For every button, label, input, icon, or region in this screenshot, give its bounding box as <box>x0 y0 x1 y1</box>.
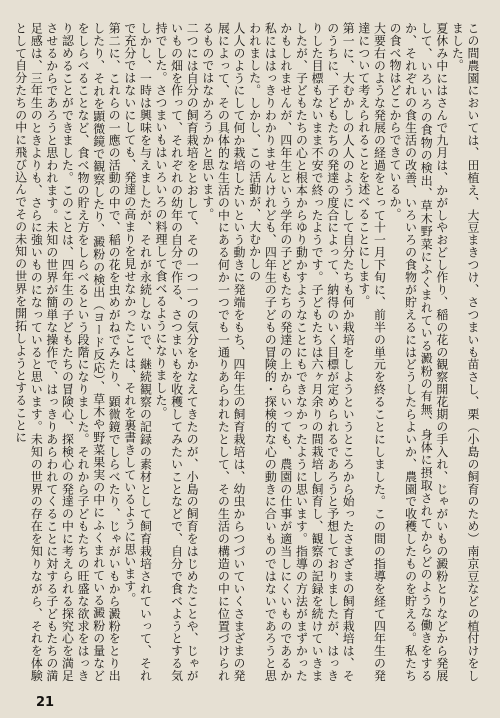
paragraph: この間農園においては、田植え、大豆まきつけ、さつまいも苗さし、栗（小島の飼育のため）南京豆などの植付けをしました。 <box>450 22 480 682</box>
left-text-column <box>13 22 246 682</box>
paragraph: 大要右のような発展の経過をとって十一月下旬に、前半の単元を終ることにしました。この間の指導を経て四年生の発達について考えられることを述べることにします。 <box>356 22 387 682</box>
paragraph: しかし、一時は興味を与えましたが、それが永続しないで、継続観察の記録の素材として飼育栽培されていって、それで充分ではないにしても、発達の高まりを見せなかったことは、それを裏書きしているように思います。 <box>122 22 153 682</box>
paragraph: 人人のようにして何か栽培したいという動きに発端をもち、四年生の飼育栽培は、幼虫からつづいていくさまざまの発展によって、その具体的な生活の中にある何か一つでも一通りあらわれたとして、その生活の構造の中に位置づけられるものではなかろうかと思います。 <box>200 22 246 682</box>
paragraph: 第一に、大むかしの人人のようにして自分たちも何か栽培をしようというところから始ったさまざまの飼育栽培は、そのうちに、子どもたちの発達の度合によって、納得のいく目標が定められるであろうと予想しておりましたが、はっきりした目標もないまま不安で終ったようです。子どもたちは六ヶ月余りの間栽培し飼育し、観察の記録を続けていきましたが、子どもたちの心と根本からゆり動かすようなことにもできなかったように思います。指導の方法がまずかったかもしれませんが、四年生という学年の子どもたちの発達の上からいっても、農園の仕事が適当しにくいものであるか私にははっきりわかりませんけれども、四年生の子どもの冒険的・探検的な心の動きに合いものではないであろうと思われました。しかし、この活動が、大むかしの <box>247 22 356 682</box>
paragraph: 二つには自分の飼育栽培をとおして、その一つ一つの気分をかなえてきたのが、小島の飼育をはじめたことや、じゃがいもの畑を作って、それぞれの幼年の自分で作る、さつまいもを收穫してみたいことなどで、自分で食べようとする気持でした。さつまいもはいろいろの料理して食べるようになりました。 <box>154 22 200 682</box>
right-text-column <box>247 22 480 682</box>
paragraph: 第二に、これらの一應の活動の中で、稲の花を虫めがねでみたり、顕微鏡でしらべたり、じゃがいもから澱粉をとり出したり、それを顕微鏡で観察したり、澱粉の検出（ヨード反応）、草木や野菜果実の中にふくまれている澱粉の量などをしらべることなど、食べ物の貯え方をしらべるという段階になりました。それから子どもたちの旺盛な欲求をはっきり認めることができました。このことは、四年生の子どもたちの冒険心、探検心の発達の中に考えられる探究心を満足させるからであろうと思われます。未知の世界が簡単な操作で、はっきりあらわれてくることに対する子どもたちの満足感は、三年生のときよりも、さらに強いものになっていると思います。未知の世界の存在を知りながら、それを体験として自分たちの中に飛び込んでその未知の世界を開拓しようとすることに <box>13 22 122 682</box>
paragraph: 夏休み中にはさんで九月は、かがしやおどし作り、稲の花の観察開花期の手入れ、じゃがいもの澱粉とりなどから発展して、いろいろの食物の検出、草木野菜にふくまれている澱粉の有無、身体に摂取されてからどのような働きをするか、それぞれの食生活の改善、いろいろの食物が貯えるにはどうしたらよいか、農園で收穫したものを貯える。私たちの食べ物はどこからできているか。 <box>388 22 449 682</box>
text-columns <box>13 22 480 682</box>
page-number: 21 <box>36 695 55 710</box>
